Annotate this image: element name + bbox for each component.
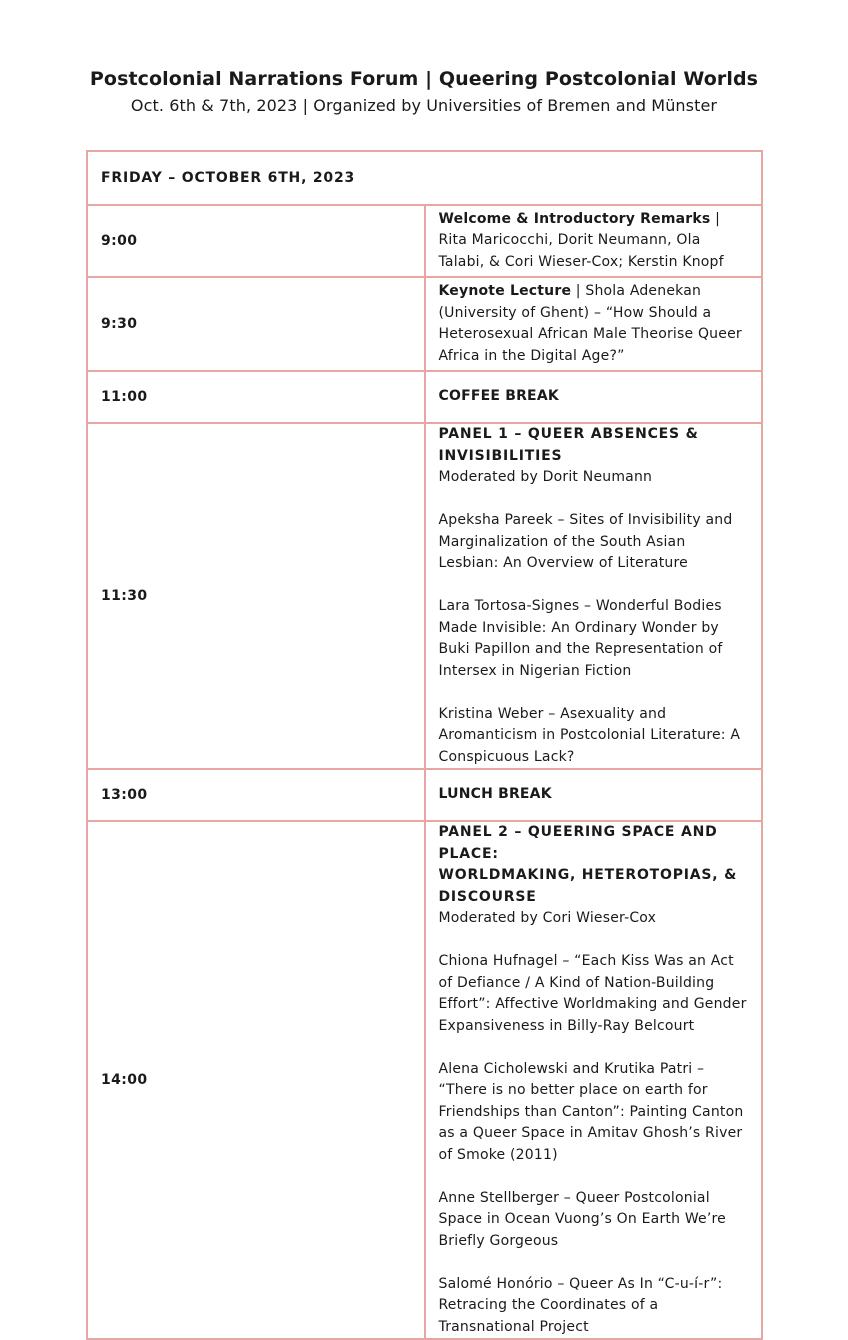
break-label: LUNCH BREAK bbox=[425, 769, 763, 821]
time-cell: 13:00 bbox=[87, 769, 425, 821]
session-lead: Welcome & Introductory Remarks bbox=[438, 210, 711, 227]
paper-entry: Kristina Weber – Asexuality and Aromanticism in Postcolonial Literature: A Conspicuous Lack? bbox=[438, 705, 741, 765]
time-cell: 11:00 bbox=[87, 371, 425, 423]
time-cell: 9:00 bbox=[87, 205, 425, 277]
panel-moderator: Moderated by Dorit Neumann bbox=[438, 469, 653, 485]
paper-entry: Alena Cicholewski and Krutika Patri – “There is no better place on earth for Friendships than Canton”: Painting Canton as a Queer Space in Amitav Ghosh’s River of Smoke (2011) bbox=[438, 1060, 744, 1163]
day-header-row bbox=[87, 151, 762, 205]
paper-entry: Apeksha Pareek – Sites of Invisibility and Marginalization of the South Asian Lesbian: An Overview of Literature bbox=[438, 512, 733, 571]
paper-entry: Anne Stellberger – Queer Postcolonial Space in Ocean Vuong’s On Earth We’re Briefly Gorgeous bbox=[438, 1189, 726, 1249]
page-subtitle: Oct. 6th & 7th, 2023 | Organized by Universities of Bremen and Münster bbox=[130, 96, 718, 115]
schedule-table bbox=[86, 150, 763, 1340]
panel-title: PANEL 1 – QUEER ABSENCES & INVISIBILITIES bbox=[438, 426, 699, 464]
table-row bbox=[87, 371, 762, 423]
page-header bbox=[0, 64, 848, 118]
session-cell bbox=[425, 205, 763, 277]
time-cell: 9:30 bbox=[87, 277, 425, 371]
session-cell bbox=[425, 277, 763, 371]
panel-cell bbox=[425, 423, 763, 769]
panel-moderator: Moderated by Cori Wieser-Cox bbox=[438, 910, 657, 926]
table-row bbox=[87, 769, 762, 821]
paper-entry: Chiona Hufnagel – “Each Kiss Was an Act of Defiance / A Kind of Nation-Building Effort”: Affective Worldmaking and Gender Expansiveness in Billy-Ray Belcourt bbox=[438, 953, 747, 1034]
time-cell: 11:30 bbox=[87, 423, 425, 769]
table-row bbox=[87, 205, 762, 277]
session-text: | Rita Maricocchi, Dorit Neumann, Ola Talabi, & Cori Wieser-Cox; Kerstin Knopf bbox=[438, 210, 724, 270]
panel-title-line1: PANEL 2 – QUEERING SPACE AND PLACE: bbox=[438, 824, 718, 862]
time-cell: 14:00 bbox=[87, 821, 425, 1339]
session-lead: Keynote Lecture bbox=[438, 283, 572, 299]
day-heading: FRIDAY – OCTOBER 6TH, 2023 bbox=[87, 151, 762, 205]
paper-entry: Salomé Honório – Queer As In “C-u-í-r”: Retracing the Coordinates of a Transnational Project bbox=[438, 1275, 723, 1335]
session-text: | Shola Adenekan (University of Ghent) – “How Should a Heterosexual African Male Theorise Queer Africa in the Digital Age?” bbox=[438, 283, 742, 364]
table-row bbox=[87, 423, 762, 769]
panel-cell bbox=[425, 821, 763, 1339]
table-row bbox=[87, 821, 762, 1339]
paper-entry: Lara Tortosa-Signes – Wonderful Bodies Made Invisible: An Ordinary Wonder by Buki Papillon and the Representation of Intersex in Nigerian Fiction bbox=[438, 598, 723, 679]
table-row bbox=[87, 277, 762, 371]
break-label: COFFEE BREAK bbox=[425, 371, 763, 423]
page-title: Postcolonial Narrations Forum | Queering Postcolonial Worlds bbox=[89, 68, 759, 90]
panel-title-line2: WORLDMAKING, HETEROTOPIAS, & DISCOURSE bbox=[438, 867, 738, 905]
